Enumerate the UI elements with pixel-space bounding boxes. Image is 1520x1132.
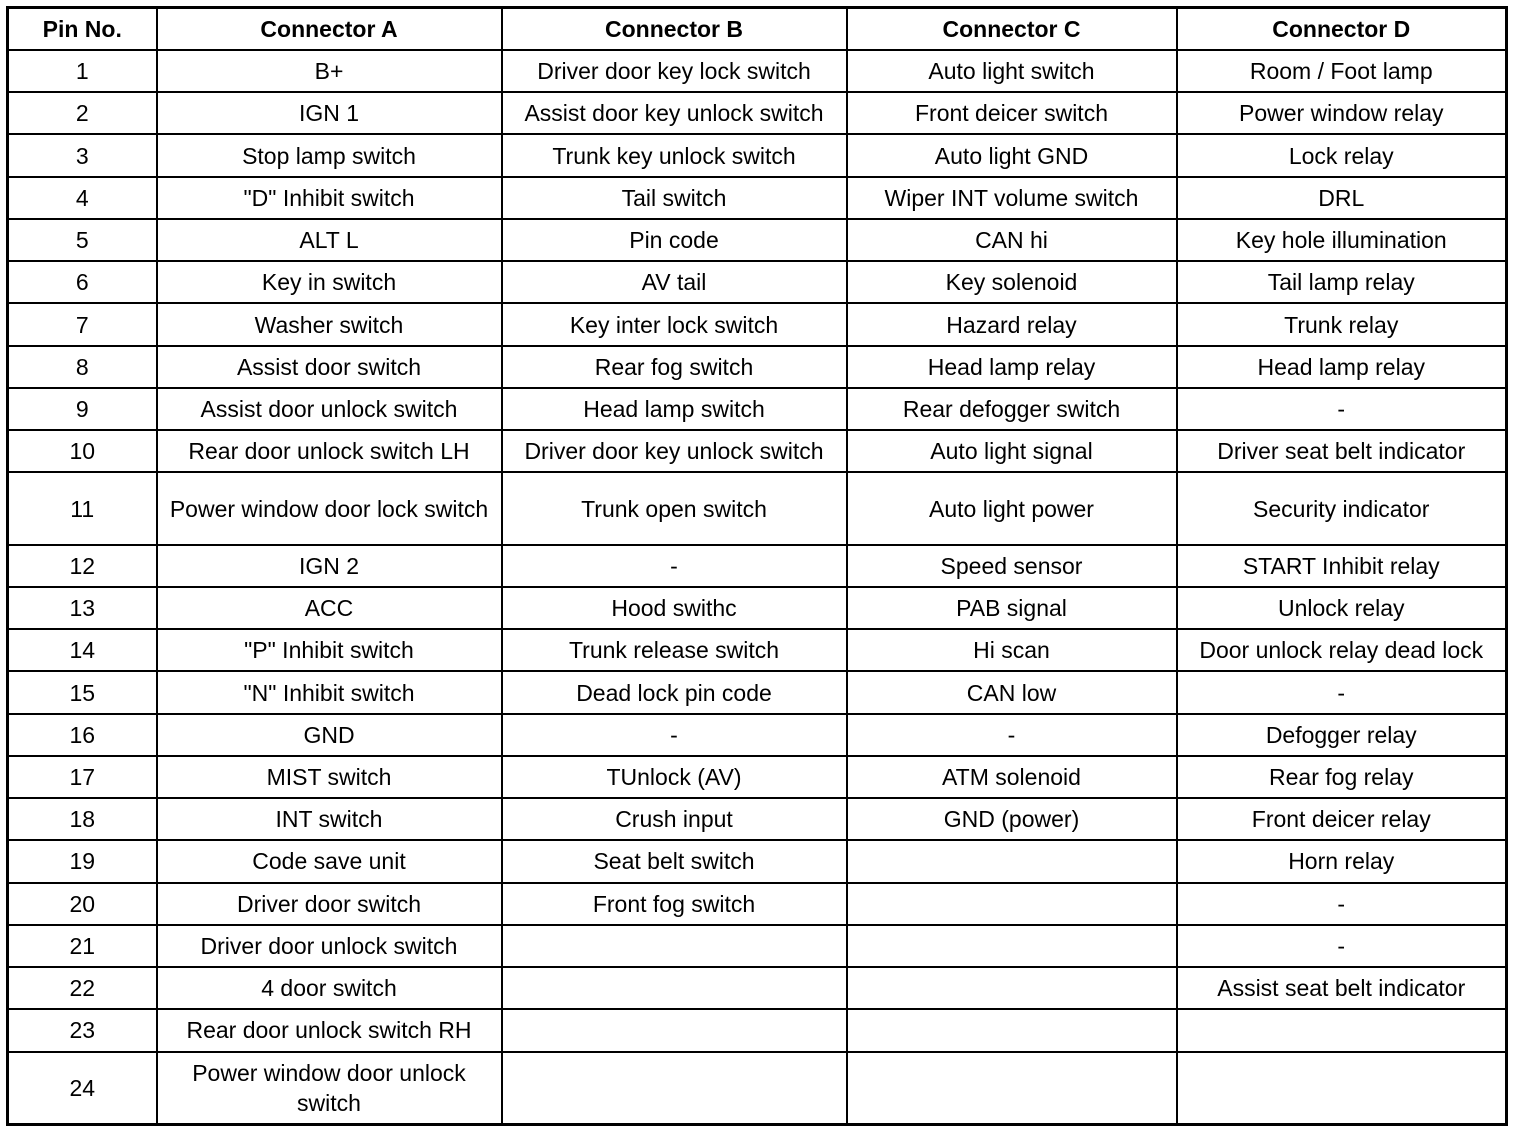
pin-number-cell: 12 bbox=[8, 545, 157, 587]
connector-d-cell: - bbox=[1177, 925, 1507, 967]
pin-number-cell: 21 bbox=[8, 925, 157, 967]
connector-c-cell bbox=[847, 1052, 1177, 1125]
connector-b-cell: Trunk open switch bbox=[502, 472, 847, 544]
table-row bbox=[8, 303, 1507, 345]
connector-d-cell: Tail lamp relay bbox=[1177, 261, 1507, 303]
header-connector-d: Connector D bbox=[1177, 8, 1507, 51]
pin-number-cell: 3 bbox=[8, 134, 157, 176]
connector-b-cell: Dead lock pin code bbox=[502, 671, 847, 713]
pin-number-cell: 17 bbox=[8, 756, 157, 798]
pin-number-cell: 1 bbox=[8, 50, 157, 92]
connector-a-cell: IGN 1 bbox=[157, 92, 502, 134]
connector-b-cell: AV tail bbox=[502, 261, 847, 303]
table-row bbox=[8, 346, 1507, 388]
connector-d-cell bbox=[1177, 1009, 1507, 1051]
connector-a-cell: Driver door switch bbox=[157, 883, 502, 925]
connector-a-cell: 4 door switch bbox=[157, 967, 502, 1009]
pin-number-cell: 16 bbox=[8, 714, 157, 756]
connector-c-cell: Auto light GND bbox=[847, 134, 1177, 176]
table-row bbox=[8, 219, 1507, 261]
pin-number-cell: 23 bbox=[8, 1009, 157, 1051]
connector-b-cell: Seat belt switch bbox=[502, 840, 847, 882]
connector-a-cell: Driver door unlock switch bbox=[157, 925, 502, 967]
connector-c-cell: Front deicer switch bbox=[847, 92, 1177, 134]
connector-d-cell: Door unlock relay dead lock bbox=[1177, 629, 1507, 671]
connector-a-cell: Power window door unlock switch bbox=[157, 1052, 502, 1125]
connector-b-cell: Assist door key unlock switch bbox=[502, 92, 847, 134]
pin-number-cell: 19 bbox=[8, 840, 157, 882]
connector-c-cell bbox=[847, 967, 1177, 1009]
pin-number-cell: 7 bbox=[8, 303, 157, 345]
connector-d-cell: Room / Foot lamp bbox=[1177, 50, 1507, 92]
connector-c-cell: PAB signal bbox=[847, 587, 1177, 629]
connector-a-cell: Key in switch bbox=[157, 261, 502, 303]
connector-d-cell: Key hole illumination bbox=[1177, 219, 1507, 261]
connector-a-cell: "P" Inhibit switch bbox=[157, 629, 502, 671]
connector-d-cell: Security indicator bbox=[1177, 472, 1507, 544]
connector-d-cell: START Inhibit relay bbox=[1177, 545, 1507, 587]
connector-c-cell: Key solenoid bbox=[847, 261, 1177, 303]
connector-c-cell: GND (power) bbox=[847, 798, 1177, 840]
table-row bbox=[8, 134, 1507, 176]
connector-d-cell: - bbox=[1177, 671, 1507, 713]
connector-a-cell: Stop lamp switch bbox=[157, 134, 502, 176]
connector-c-cell: Auto light power bbox=[847, 472, 1177, 544]
connector-c-cell bbox=[847, 883, 1177, 925]
table-row bbox=[8, 756, 1507, 798]
connector-a-cell: Rear door unlock switch RH bbox=[157, 1009, 502, 1051]
pin-number-cell: 13 bbox=[8, 587, 157, 629]
connector-d-cell: Unlock relay bbox=[1177, 587, 1507, 629]
connector-c-cell: CAN low bbox=[847, 671, 1177, 713]
header-pin-no: Pin No. bbox=[8, 8, 157, 51]
table-row bbox=[8, 1009, 1507, 1051]
connector-b-cell: Hood swithc bbox=[502, 587, 847, 629]
connector-d-cell: Driver seat belt indicator bbox=[1177, 430, 1507, 472]
header-connector-a: Connector A bbox=[157, 8, 502, 51]
pin-number-cell: 5 bbox=[8, 219, 157, 261]
connector-d-cell: Front deicer relay bbox=[1177, 798, 1507, 840]
connector-b-cell: Tail switch bbox=[502, 177, 847, 219]
pin-number-cell: 14 bbox=[8, 629, 157, 671]
connector-b-cell: Driver door key lock switch bbox=[502, 50, 847, 92]
connector-a-cell: Rear door unlock switch LH bbox=[157, 430, 502, 472]
connector-b-cell: Pin code bbox=[502, 219, 847, 261]
connector-c-cell: Hazard relay bbox=[847, 303, 1177, 345]
table-row bbox=[8, 50, 1507, 92]
connector-d-cell: Power window relay bbox=[1177, 92, 1507, 134]
connector-b-cell: Head lamp switch bbox=[502, 388, 847, 430]
connector-c-cell bbox=[847, 840, 1177, 882]
connector-a-cell: Washer switch bbox=[157, 303, 502, 345]
connector-a-cell: Assist door unlock switch bbox=[157, 388, 502, 430]
connector-c-cell: Auto light signal bbox=[847, 430, 1177, 472]
connector-b-cell: - bbox=[502, 714, 847, 756]
connector-d-cell: - bbox=[1177, 388, 1507, 430]
connector-d-cell: Horn relay bbox=[1177, 840, 1507, 882]
table-row bbox=[8, 840, 1507, 882]
connector-b-cell bbox=[502, 925, 847, 967]
table-row bbox=[8, 388, 1507, 430]
connector-c-cell: Hi scan bbox=[847, 629, 1177, 671]
pin-number-cell: 11 bbox=[8, 472, 157, 544]
table-row bbox=[8, 430, 1507, 472]
connector-a-cell: "D" Inhibit switch bbox=[157, 177, 502, 219]
header-row bbox=[8, 8, 1507, 51]
connector-b-cell: Driver door key unlock switch bbox=[502, 430, 847, 472]
connector-b-cell: Front fog switch bbox=[502, 883, 847, 925]
table-row bbox=[8, 472, 1507, 544]
connector-d-cell: Head lamp relay bbox=[1177, 346, 1507, 388]
connector-a-cell: INT switch bbox=[157, 798, 502, 840]
connector-b-cell bbox=[502, 967, 847, 1009]
table-row bbox=[8, 92, 1507, 134]
table-row bbox=[8, 587, 1507, 629]
connector-a-cell: GND bbox=[157, 714, 502, 756]
pin-number-cell: 4 bbox=[8, 177, 157, 219]
connector-d-cell: Defogger relay bbox=[1177, 714, 1507, 756]
connector-a-cell: IGN 2 bbox=[157, 545, 502, 587]
connector-b-cell: Key inter lock switch bbox=[502, 303, 847, 345]
pin-number-cell: 8 bbox=[8, 346, 157, 388]
table-row bbox=[8, 545, 1507, 587]
connector-b-cell: - bbox=[502, 545, 847, 587]
table-row bbox=[8, 261, 1507, 303]
pin-connector-table bbox=[6, 6, 1508, 1126]
table-row bbox=[8, 671, 1507, 713]
connector-a-cell: "N" Inhibit switch bbox=[157, 671, 502, 713]
table-row bbox=[8, 714, 1507, 756]
connector-d-cell: Trunk relay bbox=[1177, 303, 1507, 345]
connector-c-cell: - bbox=[847, 714, 1177, 756]
connector-d-cell: DRL bbox=[1177, 177, 1507, 219]
connector-b-cell: Crush input bbox=[502, 798, 847, 840]
connector-d-cell: - bbox=[1177, 883, 1507, 925]
pin-number-cell: 6 bbox=[8, 261, 157, 303]
table-row bbox=[8, 1052, 1507, 1125]
connector-d-cell bbox=[1177, 1052, 1507, 1125]
connector-c-cell: ATM solenoid bbox=[847, 756, 1177, 798]
connector-d-cell: Rear fog relay bbox=[1177, 756, 1507, 798]
table-row bbox=[8, 925, 1507, 967]
connector-a-cell: B+ bbox=[157, 50, 502, 92]
connector-c-cell: Auto light switch bbox=[847, 50, 1177, 92]
header-connector-c: Connector C bbox=[847, 8, 1177, 51]
header-connector-b: Connector B bbox=[502, 8, 847, 51]
connector-c-cell: Head lamp relay bbox=[847, 346, 1177, 388]
connector-c-cell: Wiper INT volume switch bbox=[847, 177, 1177, 219]
connector-a-cell: Power window door lock switch bbox=[157, 472, 502, 544]
table-row bbox=[8, 177, 1507, 219]
connector-b-cell bbox=[502, 1052, 847, 1125]
connector-c-cell: Rear defogger switch bbox=[847, 388, 1177, 430]
table-row bbox=[8, 798, 1507, 840]
connector-b-cell: Trunk release switch bbox=[502, 629, 847, 671]
table-row bbox=[8, 883, 1507, 925]
connector-a-cell: Assist door switch bbox=[157, 346, 502, 388]
connector-b-cell: Trunk key unlock switch bbox=[502, 134, 847, 176]
connector-b-cell: TUnlock (AV) bbox=[502, 756, 847, 798]
connector-a-cell: Code save unit bbox=[157, 840, 502, 882]
connector-a-cell: ACC bbox=[157, 587, 502, 629]
connector-b-cell bbox=[502, 1009, 847, 1051]
connector-c-cell: CAN hi bbox=[847, 219, 1177, 261]
connector-b-cell: Rear fog switch bbox=[502, 346, 847, 388]
connector-c-cell: Speed sensor bbox=[847, 545, 1177, 587]
connector-d-cell: Lock relay bbox=[1177, 134, 1507, 176]
connector-c-cell bbox=[847, 1009, 1177, 1051]
connector-a-cell: ALT L bbox=[157, 219, 502, 261]
table-row bbox=[8, 967, 1507, 1009]
pin-number-cell: 22 bbox=[8, 967, 157, 1009]
connector-c-cell bbox=[847, 925, 1177, 967]
connector-a-cell: MIST switch bbox=[157, 756, 502, 798]
table-row bbox=[8, 629, 1507, 671]
pin-number-cell: 9 bbox=[8, 388, 157, 430]
pin-number-cell: 24 bbox=[8, 1052, 157, 1125]
connector-d-cell: Assist seat belt indicator bbox=[1177, 967, 1507, 1009]
pin-number-cell: 20 bbox=[8, 883, 157, 925]
pin-number-cell: 18 bbox=[8, 798, 157, 840]
pin-number-cell: 10 bbox=[8, 430, 157, 472]
pin-number-cell: 2 bbox=[8, 92, 157, 134]
pin-number-cell: 15 bbox=[8, 671, 157, 713]
